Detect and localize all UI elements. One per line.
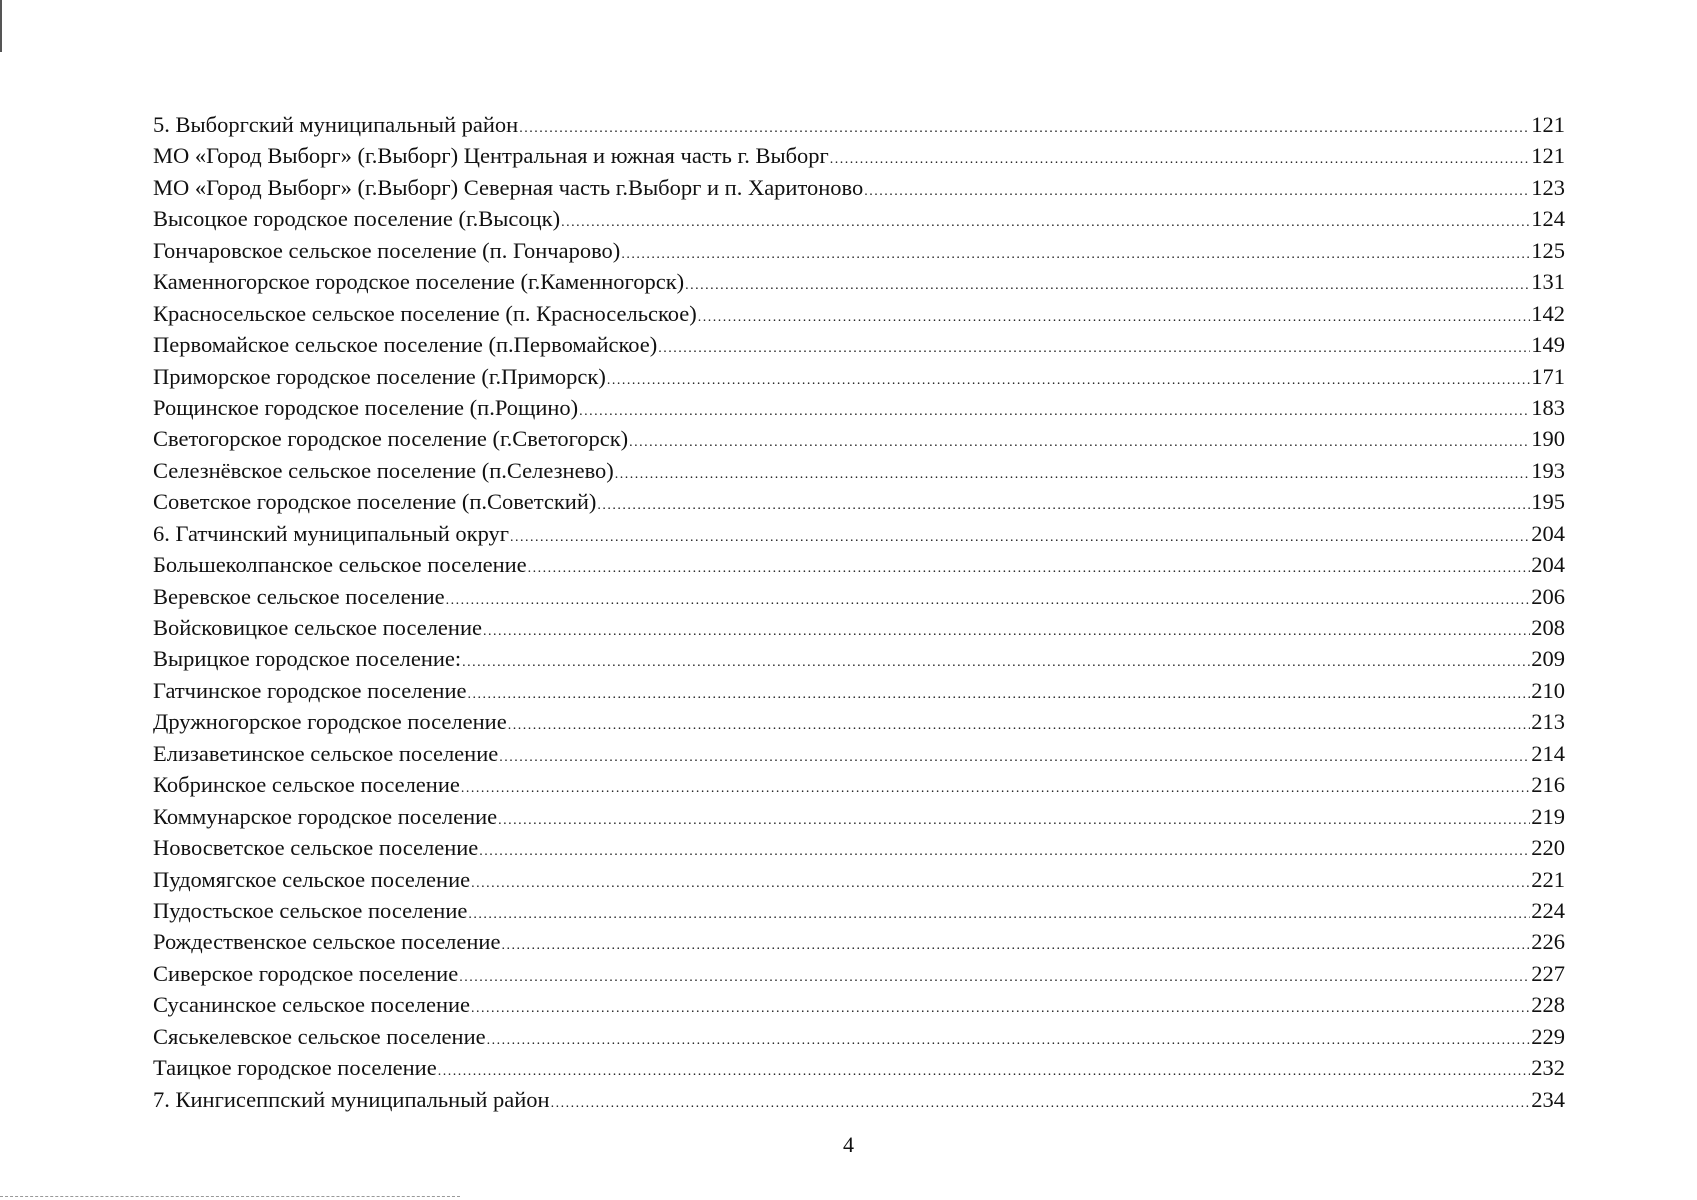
toc-entry-title: Сяськелевское сельское поселение — [153, 1023, 486, 1049]
toc-dot-leader — [508, 710, 1531, 741]
toc-entry-page: 124 — [1531, 206, 1565, 232]
toc-entry[interactable] — [153, 612, 1565, 643]
toc-entry[interactable] — [153, 203, 1565, 234]
toc-entry-page: 229 — [1531, 1023, 1565, 1049]
toc-entry[interactable] — [153, 329, 1565, 360]
toc-entry[interactable] — [153, 109, 1565, 140]
toc-entry-page: 226 — [1531, 929, 1565, 955]
toc-entry[interactable] — [153, 172, 1565, 203]
toc-entry-title: Войсковицкое сельское поселение — [153, 615, 482, 640]
toc-entry-title: Гончаровское сельское поселение (п. Гончарово) — [153, 237, 621, 263]
toc-entry-title: Новосветское сельское поселение — [153, 835, 479, 861]
toc-entry[interactable] — [153, 455, 1565, 486]
toc-dot-leader — [698, 302, 1530, 333]
toc-entry[interactable] — [153, 235, 1565, 266]
scan-edge-mark — [0, 0, 2, 52]
toc-entry-page: 125 — [1531, 237, 1565, 263]
toc-entry[interactable] — [153, 361, 1565, 392]
toc-entry-title: Пудостьское сельское поселение — [153, 897, 468, 923]
toc-entry[interactable] — [153, 706, 1565, 737]
toc-entry[interactable] — [153, 423, 1565, 454]
toc-dot-leader — [629, 427, 1530, 458]
toc-dot-leader — [561, 207, 1530, 238]
toc-entry-page: 216 — [1531, 772, 1565, 798]
toc-entry[interactable] — [153, 643, 1565, 674]
toc-entry[interactable] — [153, 895, 1565, 926]
toc-entry-page: 206 — [1531, 583, 1565, 609]
toc-entry-page: 227 — [1531, 960, 1565, 986]
toc-dot-leader — [607, 365, 1530, 396]
toc-entry[interactable] — [153, 486, 1565, 517]
toc-entry-page: 149 — [1531, 332, 1565, 358]
toc-entry-page: 121 — [1531, 112, 1565, 137]
toc-dot-leader — [462, 647, 1530, 678]
toc-dot-leader — [446, 585, 1531, 616]
toc-entry-page: 190 — [1531, 426, 1565, 452]
toc-entry-title: МО «Город Выборг» (г.Выборг) Северная часть г.Выборг и п. Харитоново — [153, 174, 864, 200]
toc-dot-leader — [621, 239, 1530, 270]
toc-entry-title: Коммунарское городское поселение — [153, 803, 498, 829]
toc-entry-page: 219 — [1531, 803, 1565, 829]
toc-entry-title: Вырицкое городское поселение: — [153, 646, 462, 672]
toc-dot-leader — [685, 270, 1530, 301]
toc-entry[interactable] — [153, 1084, 1565, 1115]
toc-entry-title: Красносельское сельское поселение (п. Красносельское) — [153, 300, 697, 326]
toc-entry-title: Сусанинское сельское поселение — [153, 992, 471, 1018]
toc-dot-leader — [471, 993, 1530, 1024]
toc-entry[interactable] — [153, 832, 1565, 863]
toc-entry-title: Каменногорское городское поселение (г.Каменногорск) — [153, 269, 685, 295]
toc-entry-title: Селезнёвское сельское поселение (п.Селезнево) — [153, 457, 614, 483]
toc-dot-leader — [499, 742, 1530, 773]
toc-dot-leader — [597, 490, 1530, 521]
toc-dot-leader — [579, 396, 1530, 427]
toc-entry-page: 221 — [1531, 866, 1565, 892]
toc-dot-leader — [468, 899, 1530, 930]
toc-dot-leader — [615, 459, 1530, 490]
page-number: 4 — [843, 1132, 854, 1157]
toc-entry[interactable] — [153, 581, 1565, 612]
toc-dot-leader — [479, 836, 1530, 867]
toc-entry-title: МО «Город Выборг» (г.Выборг) Центральная и южная часть г. Выборг — [153, 143, 829, 169]
toc-entry-title: Дружногорское городское поселение — [153, 709, 507, 735]
toc-entry[interactable] — [153, 926, 1565, 957]
toc-entry-title: Приморское городское поселение (г.Приморск) — [153, 363, 606, 389]
toc-entry-page: 193 — [1531, 457, 1565, 483]
toc-entry[interactable] — [153, 392, 1565, 423]
toc-entry-page: 228 — [1531, 992, 1565, 1018]
toc-entry-title: Сиверское городское поселение — [153, 960, 459, 986]
toc-entry-page: 224 — [1531, 897, 1565, 923]
toc-entry[interactable] — [153, 801, 1565, 832]
toc-entry-page: 204 — [1531, 552, 1565, 578]
table-of-contents — [153, 109, 1565, 1115]
toc-entry-page: 204 — [1531, 520, 1565, 546]
toc-entry[interactable] — [153, 1052, 1565, 1083]
toc-dot-leader — [498, 805, 1530, 836]
toc-entry-title: Елизаветинское сельское поселение — [153, 740, 499, 766]
toc-dot-leader — [864, 176, 1530, 207]
toc-entry-title: Кобринское сельское поселение — [153, 772, 460, 798]
toc-entry[interactable] — [153, 675, 1565, 706]
toc-entry-title: Таицкое городское поселение — [153, 1055, 437, 1081]
toc-entry[interactable] — [153, 140, 1565, 171]
toc-entry-page: 232 — [1531, 1055, 1565, 1081]
toc-dot-leader — [438, 1056, 1531, 1087]
toc-entry[interactable] — [153, 549, 1565, 580]
toc-dot-leader — [551, 1088, 1531, 1119]
toc-entry-title: 7. Кингисеппский муниципальный район — [153, 1086, 550, 1112]
toc-entry-page: 123 — [1531, 174, 1565, 200]
toc-entry[interactable] — [153, 958, 1565, 989]
toc-entry-title: Высоцкое городское поселение (г.Высоцк) — [153, 206, 561, 232]
toc-dot-leader — [528, 553, 1531, 584]
toc-entry-title: 5. Выборгский муниципальный район — [153, 112, 519, 137]
toc-dot-leader — [830, 144, 1530, 175]
toc-entry-title: Пудомягское сельское поселение — [153, 866, 471, 892]
toc-dot-leader — [468, 679, 1531, 710]
toc-entry-page: 213 — [1531, 709, 1565, 735]
toc-entry[interactable] — [153, 864, 1565, 895]
toc-entry[interactable] — [153, 738, 1565, 769]
toc-entry[interactable] — [153, 266, 1565, 297]
toc-entry[interactable] — [153, 298, 1565, 329]
scan-bottom-line — [0, 1196, 460, 1198]
toc-entry-title: Первомайское сельское поселение (п.Первомайское) — [153, 332, 658, 358]
toc-entry-page: 171 — [1531, 363, 1565, 389]
toc-entry[interactable] — [153, 518, 1565, 549]
toc-entry-title: Рощинское городское поселение (п.Рощино) — [153, 394, 579, 420]
toc-entry-page: 121 — [1531, 143, 1565, 169]
toc-entry-page: 131 — [1531, 269, 1565, 295]
toc-entry-page: 195 — [1531, 489, 1565, 515]
toc-dot-leader — [461, 773, 1530, 804]
toc-entry[interactable] — [153, 989, 1565, 1020]
toc-dot-leader — [501, 930, 1530, 961]
toc-dot-leader — [510, 522, 1530, 553]
toc-entry[interactable] — [153, 1021, 1565, 1052]
toc-entry-page: 142 — [1531, 300, 1565, 326]
toc-entry-page: 220 — [1531, 835, 1565, 861]
toc-entry-title: 6. Гатчинский муниципальный округ — [153, 520, 510, 546]
toc-entry-title: Веревское сельское поселение — [153, 583, 445, 609]
toc-entry-page: 183 — [1531, 394, 1565, 420]
toc-dot-leader — [487, 1025, 1531, 1056]
toc-dot-leader — [483, 616, 1530, 647]
toc-entry-title: Советское городское поселение (п.Советский) — [153, 489, 597, 515]
toc-entry-page: 208 — [1531, 615, 1565, 640]
toc-entry-page: 209 — [1531, 646, 1565, 672]
toc-dot-leader — [471, 868, 1530, 899]
toc-entry-title: Гатчинское городское поселение — [153, 677, 467, 703]
toc-entry-page: 234 — [1531, 1086, 1565, 1112]
toc-entry-title: Светогорское городское поселение (г.Светогорск) — [153, 426, 629, 452]
toc-dot-leader — [459, 962, 1530, 993]
toc-entry[interactable] — [153, 769, 1565, 800]
toc-entry-title: Рождественское сельское поселение — [153, 929, 501, 955]
toc-dot-leader — [658, 333, 1530, 364]
toc-entry-page: 210 — [1531, 677, 1565, 703]
toc-entry-page: 214 — [1531, 740, 1565, 766]
toc-entry-title: Большеколпанское сельское поселение — [153, 552, 527, 578]
